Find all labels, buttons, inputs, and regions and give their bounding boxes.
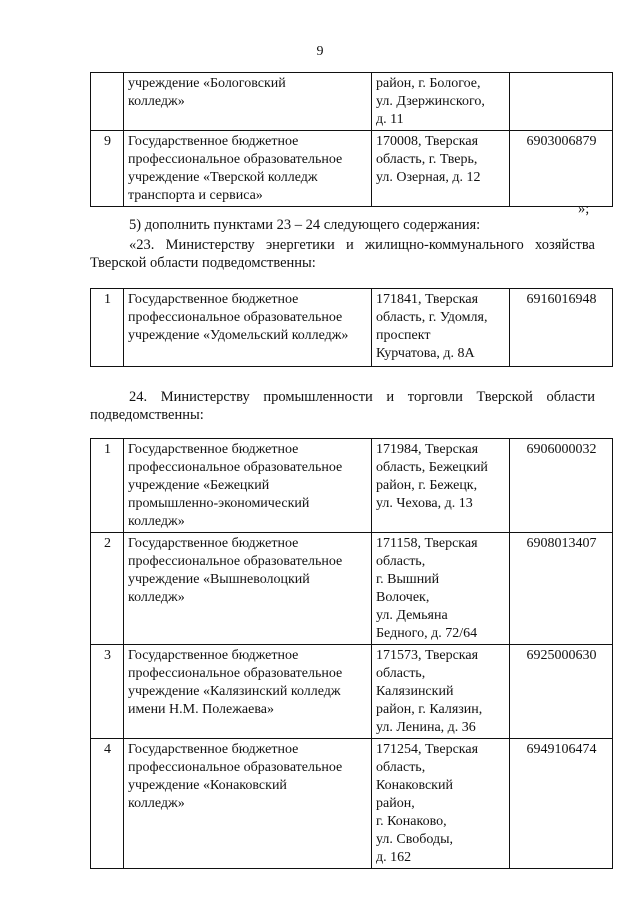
table-row (91, 439, 613, 533)
inn-code: 6925000630 (510, 645, 613, 739)
institution-name: Государственное бюджетное профессиональное образовательное учреждение «Тверской колледж транспорта и сервиса» (124, 131, 372, 207)
item-24-line-1: 24. Министерству промышленности и торговли Тверской области (129, 389, 595, 405)
institution-name: Государственное бюджетное профессиональное образовательное учреждение «Бежецкий промышленно-экономический колледж» (124, 439, 372, 533)
table-item-23 (90, 288, 613, 367)
table-item-24 (90, 438, 613, 869)
row-number: 2 (91, 533, 124, 645)
item-24-line-2: подведомственны: (90, 407, 204, 423)
row-number: 9 (91, 131, 124, 207)
institution-address: район, г. Бологое, ул. Дзержинского, д. 11 (372, 73, 510, 131)
institution-address: 171254, Тверская область, Конаковский район, г. Конаково, ул. Свободы, д. 162 (372, 739, 510, 869)
item-23-line-1: «23. Министерству энергетики и жилищно-коммунального хозяйства (129, 237, 595, 253)
table-row (91, 131, 613, 207)
item-5-text: 5) дополнить пунктами 23 – 24 следующего содержания: (129, 217, 481, 233)
institution-name: учреждение «Бологовский колледж» (124, 73, 372, 131)
institution-address: 170008, Тверская область, г. Тверь, ул. Озерная, д. 12 (372, 131, 510, 207)
institution-name: Государственное бюджетное профессиональное образовательное учреждение «Удомельский колледж» (124, 289, 372, 367)
row-number (91, 73, 124, 131)
institution-name: Государственное бюджетное профессиональное образовательное учреждение «Конаковский колледж» (124, 739, 372, 869)
closing-quote: »; (578, 201, 590, 217)
row-number: 1 (91, 289, 124, 367)
institution-name: Государственное бюджетное профессиональное образовательное учреждение «Калязинский колледж имени Н.М. Полежаева» (124, 645, 372, 739)
table-row (91, 533, 613, 645)
table-row (91, 73, 613, 131)
table-continuation (90, 72, 613, 207)
table-row (91, 645, 613, 739)
institution-address: 171158, Тверская область, г. Вышний Волочек, ул. Демьяна Бедного, д. 72/64 (372, 533, 510, 645)
inn-code: 6903006879 (510, 131, 613, 207)
row-number: 4 (91, 739, 124, 869)
page-number: 9 (316, 44, 324, 59)
inn-code: 6949106474 (510, 739, 613, 869)
item-23-line-2: Тверской области подведомственны: (90, 255, 316, 271)
table-row (91, 289, 613, 367)
institution-name: Государственное бюджетное профессиональное образовательное учреждение «Вышневолоцкий колледж» (124, 533, 372, 645)
inn-code (510, 73, 613, 131)
institution-address: 171841, Тверская область, г. Удомля, проспект Курчатова, д. 8А (372, 289, 510, 367)
inn-code: 6916016948 (510, 289, 613, 367)
table-row (91, 739, 613, 869)
row-number: 1 (91, 439, 124, 533)
row-number: 3 (91, 645, 124, 739)
inn-code: 6908013407 (510, 533, 613, 645)
institution-address: 171573, Тверская область, Калязинский район, г. Калязин, ул. Ленина, д. 36 (372, 645, 510, 739)
institution-address: 171984, Тверская область, Бежецкий район, г. Бежецк, ул. Чехова, д. 13 (372, 439, 510, 533)
inn-code: 6906000032 (510, 439, 613, 533)
